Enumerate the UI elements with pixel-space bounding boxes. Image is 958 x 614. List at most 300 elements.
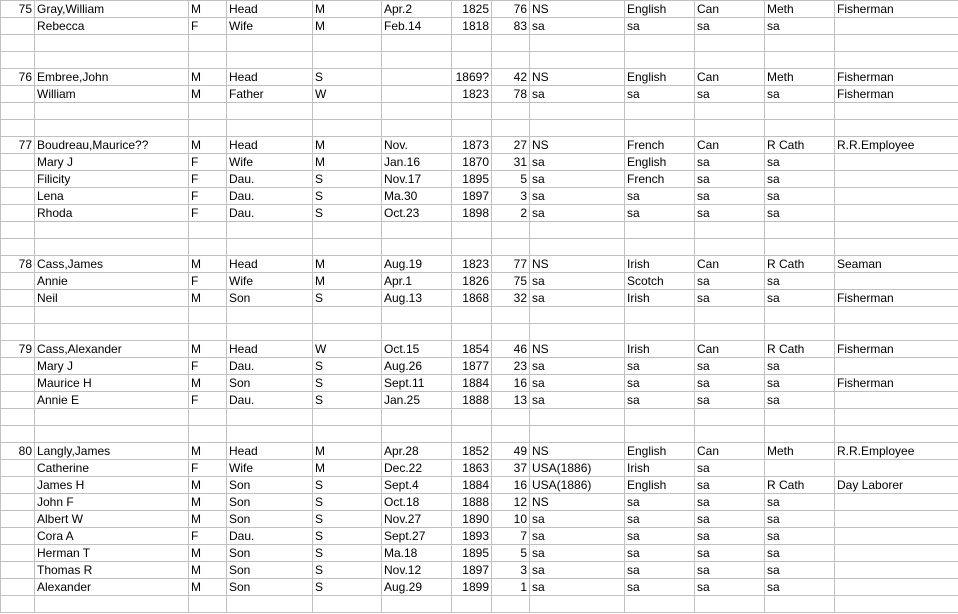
- cell-birth-day[interactable]: Oct.15: [382, 341, 452, 358]
- cell-origin[interactable]: English: [625, 443, 695, 460]
- cell-birthplace[interactable]: sa: [530, 273, 625, 290]
- cell-name[interactable]: Catherine: [35, 460, 189, 477]
- cell-name[interactable]: William: [35, 86, 189, 103]
- cell-age[interactable]: 5: [492, 171, 530, 188]
- cell-sex[interactable]: M: [189, 1, 227, 18]
- cell-origin[interactable]: [625, 409, 695, 426]
- cell-sex[interactable]: M: [189, 69, 227, 86]
- cell-sex[interactable]: M: [189, 443, 227, 460]
- cell-religion[interactable]: [765, 409, 835, 426]
- cell-household[interactable]: [1, 239, 35, 256]
- cell-age[interactable]: 2: [492, 205, 530, 222]
- cell-origin[interactable]: sa: [625, 511, 695, 528]
- cell-birthplace[interactable]: sa: [530, 579, 625, 596]
- cell-birth-day[interactable]: [382, 307, 452, 324]
- cell-sex[interactable]: [189, 103, 227, 120]
- cell-religion[interactable]: R Cath: [765, 137, 835, 154]
- cell-birth-year[interactable]: [452, 52, 492, 69]
- cell-marital[interactable]: M: [313, 137, 382, 154]
- cell-birthplace[interactable]: NS: [530, 137, 625, 154]
- cell-birthplace[interactable]: USA(1886): [530, 460, 625, 477]
- cell-religion[interactable]: Meth: [765, 443, 835, 460]
- cell-occupation[interactable]: [835, 171, 958, 188]
- cell-religion[interactable]: R Cath: [765, 477, 835, 494]
- cell-religion[interactable]: sa: [765, 171, 835, 188]
- cell-nationality[interactable]: sa: [695, 562, 765, 579]
- cell-sex[interactable]: [189, 426, 227, 443]
- cell-religion[interactable]: sa: [765, 511, 835, 528]
- cell-birth-year[interactable]: 1823: [452, 256, 492, 273]
- cell-occupation[interactable]: [835, 494, 958, 511]
- cell-household[interactable]: 76: [1, 69, 35, 86]
- cell-occupation[interactable]: [835, 426, 958, 443]
- cell-origin[interactable]: English: [625, 477, 695, 494]
- cell-name[interactable]: Alexander: [35, 579, 189, 596]
- cell-birthplace[interactable]: [530, 103, 625, 120]
- cell-birth-day[interactable]: Jan.16: [382, 154, 452, 171]
- cell-household[interactable]: [1, 205, 35, 222]
- cell-birth-day[interactable]: Nov.27: [382, 511, 452, 528]
- cell-birth-day[interactable]: Apr.28: [382, 443, 452, 460]
- cell-birth-day[interactable]: [382, 35, 452, 52]
- cell-occupation[interactable]: Fisherman: [835, 341, 958, 358]
- cell-age[interactable]: 3: [492, 188, 530, 205]
- cell-birthplace[interactable]: sa: [530, 528, 625, 545]
- cell-religion[interactable]: sa: [765, 205, 835, 222]
- cell-household[interactable]: [1, 477, 35, 494]
- cell-origin[interactable]: sa: [625, 545, 695, 562]
- cell-birth-day[interactable]: Dec.22: [382, 460, 452, 477]
- cell-relation[interactable]: [227, 103, 313, 120]
- cell-occupation[interactable]: [835, 154, 958, 171]
- cell-sex[interactable]: F: [189, 392, 227, 409]
- cell-sex[interactable]: F: [189, 273, 227, 290]
- cell-birth-year[interactable]: 1893: [452, 528, 492, 545]
- cell-birthplace[interactable]: sa: [530, 375, 625, 392]
- cell-nationality[interactable]: Can: [695, 443, 765, 460]
- cell-nationality[interactable]: sa: [695, 154, 765, 171]
- cell-birth-year[interactable]: 1854: [452, 341, 492, 358]
- cell-nationality[interactable]: Can: [695, 1, 765, 18]
- cell-marital[interactable]: M: [313, 18, 382, 35]
- cell-birth-year[interactable]: 1897: [452, 188, 492, 205]
- cell-birth-year[interactable]: [452, 35, 492, 52]
- cell-birthplace[interactable]: sa: [530, 171, 625, 188]
- cell-nationality[interactable]: Can: [695, 341, 765, 358]
- cell-birthplace[interactable]: NS: [530, 494, 625, 511]
- cell-relation[interactable]: Wife: [227, 18, 313, 35]
- cell-sex[interactable]: M: [189, 341, 227, 358]
- cell-birth-day[interactable]: Aug.13: [382, 290, 452, 307]
- cell-birth-year[interactable]: 1895: [452, 171, 492, 188]
- cell-relation[interactable]: Son: [227, 477, 313, 494]
- cell-religion[interactable]: sa: [765, 494, 835, 511]
- cell-origin[interactable]: sa: [625, 392, 695, 409]
- cell-birth-day[interactable]: [382, 324, 452, 341]
- cell-occupation[interactable]: [835, 324, 958, 341]
- cell-birthplace[interactable]: [530, 324, 625, 341]
- cell-nationality[interactable]: Can: [695, 137, 765, 154]
- cell-household[interactable]: [1, 426, 35, 443]
- cell-occupation[interactable]: [835, 273, 958, 290]
- cell-sex[interactable]: [189, 239, 227, 256]
- cell-birthplace[interactable]: sa: [530, 392, 625, 409]
- cell-occupation[interactable]: [835, 392, 958, 409]
- cell-sex[interactable]: [189, 409, 227, 426]
- cell-birth-day[interactable]: Apr.2: [382, 1, 452, 18]
- cell-name[interactable]: Annie: [35, 273, 189, 290]
- cell-occupation[interactable]: R.R.Employee: [835, 137, 958, 154]
- cell-birth-year[interactable]: 1823: [452, 86, 492, 103]
- cell-name[interactable]: Cass,Alexander: [35, 341, 189, 358]
- cell-name[interactable]: Annie E: [35, 392, 189, 409]
- cell-birth-year[interactable]: 1870: [452, 154, 492, 171]
- cell-marital[interactable]: S: [313, 528, 382, 545]
- cell-household[interactable]: [1, 35, 35, 52]
- cell-name[interactable]: Boudreau,Maurice??: [35, 137, 189, 154]
- cell-origin[interactable]: [625, 239, 695, 256]
- cell-occupation[interactable]: [835, 188, 958, 205]
- cell-birth-year[interactable]: 1884: [452, 477, 492, 494]
- cell-relation[interactable]: [227, 52, 313, 69]
- cell-nationality[interactable]: Can: [695, 256, 765, 273]
- cell-marital[interactable]: [313, 222, 382, 239]
- cell-birthplace[interactable]: sa: [530, 86, 625, 103]
- cell-birth-year[interactable]: [452, 239, 492, 256]
- cell-birth-day[interactable]: Sept.27: [382, 528, 452, 545]
- cell-birth-day[interactable]: [382, 69, 452, 86]
- cell-name[interactable]: [35, 307, 189, 324]
- cell-relation[interactable]: Head: [227, 341, 313, 358]
- cell-religion[interactable]: [765, 103, 835, 120]
- cell-name[interactable]: James H: [35, 477, 189, 494]
- cell-birthplace[interactable]: sa: [530, 562, 625, 579]
- cell-marital[interactable]: S: [313, 290, 382, 307]
- cell-household[interactable]: [1, 103, 35, 120]
- cell-sex[interactable]: M: [189, 545, 227, 562]
- cell-birth-day[interactable]: Aug.26: [382, 358, 452, 375]
- cell-name[interactable]: Embree,John: [35, 69, 189, 86]
- cell-birthplace[interactable]: [530, 120, 625, 137]
- cell-occupation[interactable]: [835, 545, 958, 562]
- cell-sex[interactable]: F: [189, 205, 227, 222]
- cell-name[interactable]: [35, 103, 189, 120]
- cell-age[interactable]: 13: [492, 392, 530, 409]
- cell-occupation[interactable]: [835, 120, 958, 137]
- cell-birth-year[interactable]: 1873: [452, 137, 492, 154]
- cell-nationality[interactable]: sa: [695, 358, 765, 375]
- cell-sex[interactable]: F: [189, 358, 227, 375]
- cell-relation[interactable]: Head: [227, 1, 313, 18]
- cell-occupation[interactable]: Fisherman: [835, 290, 958, 307]
- cell-religion[interactable]: [765, 52, 835, 69]
- cell-name[interactable]: John F: [35, 494, 189, 511]
- cell-nationality[interactable]: sa: [695, 86, 765, 103]
- cell-occupation[interactable]: [835, 35, 958, 52]
- cell-age[interactable]: [492, 409, 530, 426]
- cell-relation[interactable]: Dau.: [227, 188, 313, 205]
- cell-nationality[interactable]: sa: [695, 528, 765, 545]
- cell-occupation[interactable]: Fisherman: [835, 375, 958, 392]
- cell-name[interactable]: Neil: [35, 290, 189, 307]
- cell-household[interactable]: [1, 358, 35, 375]
- cell-name[interactable]: Cass,James: [35, 256, 189, 273]
- cell-relation[interactable]: [227, 426, 313, 443]
- cell-birth-year[interactable]: 1863: [452, 460, 492, 477]
- cell-marital[interactable]: M: [313, 256, 382, 273]
- cell-name[interactable]: [35, 52, 189, 69]
- cell-household[interactable]: [1, 596, 35, 613]
- cell-origin[interactable]: Scotch: [625, 273, 695, 290]
- cell-relation[interactable]: [227, 307, 313, 324]
- cell-sex[interactable]: F: [189, 154, 227, 171]
- cell-birthplace[interactable]: [530, 426, 625, 443]
- cell-occupation[interactable]: [835, 579, 958, 596]
- cell-occupation[interactable]: R.R.Employee: [835, 443, 958, 460]
- cell-birth-day[interactable]: Sept.4: [382, 477, 452, 494]
- cell-household[interactable]: [1, 562, 35, 579]
- cell-sex[interactable]: M: [189, 562, 227, 579]
- cell-household[interactable]: [1, 154, 35, 171]
- cell-relation[interactable]: Son: [227, 545, 313, 562]
- cell-age[interactable]: 37: [492, 460, 530, 477]
- cell-age[interactable]: 76: [492, 1, 530, 18]
- cell-age[interactable]: [492, 120, 530, 137]
- cell-birthplace[interactable]: USA(1886): [530, 477, 625, 494]
- cell-occupation[interactable]: [835, 596, 958, 613]
- cell-sex[interactable]: M: [189, 256, 227, 273]
- cell-marital[interactable]: S: [313, 562, 382, 579]
- cell-birthplace[interactable]: [530, 409, 625, 426]
- cell-sex[interactable]: M: [189, 494, 227, 511]
- cell-marital[interactable]: M: [313, 460, 382, 477]
- cell-household[interactable]: [1, 120, 35, 137]
- cell-origin[interactable]: [625, 307, 695, 324]
- cell-birthplace[interactable]: [530, 222, 625, 239]
- cell-marital[interactable]: [313, 35, 382, 52]
- cell-sex[interactable]: M: [189, 511, 227, 528]
- cell-marital[interactable]: [313, 239, 382, 256]
- cell-nationality[interactable]: [695, 35, 765, 52]
- cell-origin[interactable]: French: [625, 137, 695, 154]
- cell-nationality[interactable]: sa: [695, 375, 765, 392]
- cell-origin[interactable]: sa: [625, 18, 695, 35]
- cell-relation[interactable]: Son: [227, 511, 313, 528]
- cell-nationality[interactable]: [695, 307, 765, 324]
- cell-age[interactable]: 1: [492, 579, 530, 596]
- cell-name[interactable]: Mary J: [35, 154, 189, 171]
- cell-nationality[interactable]: sa: [695, 290, 765, 307]
- cell-origin[interactable]: [625, 426, 695, 443]
- cell-origin[interactable]: [625, 222, 695, 239]
- cell-marital[interactable]: [313, 120, 382, 137]
- cell-birth-year[interactable]: [452, 596, 492, 613]
- cell-religion[interactable]: sa: [765, 528, 835, 545]
- cell-religion[interactable]: sa: [765, 375, 835, 392]
- cell-name[interactable]: Albert W: [35, 511, 189, 528]
- cell-sex[interactable]: [189, 324, 227, 341]
- cell-birth-year[interactable]: 1825: [452, 1, 492, 18]
- cell-sex[interactable]: [189, 35, 227, 52]
- cell-origin[interactable]: Irish: [625, 290, 695, 307]
- cell-birthplace[interactable]: [530, 596, 625, 613]
- cell-birth-year[interactable]: [452, 120, 492, 137]
- cell-name[interactable]: Thomas R: [35, 562, 189, 579]
- cell-relation[interactable]: Wife: [227, 460, 313, 477]
- cell-birth-day[interactable]: [382, 426, 452, 443]
- cell-birthplace[interactable]: sa: [530, 290, 625, 307]
- cell-birthplace[interactable]: [530, 35, 625, 52]
- cell-nationality[interactable]: sa: [695, 18, 765, 35]
- cell-age[interactable]: 10: [492, 511, 530, 528]
- cell-age[interactable]: 49: [492, 443, 530, 460]
- cell-birth-year[interactable]: 1898: [452, 205, 492, 222]
- cell-name[interactable]: Rebecca: [35, 18, 189, 35]
- cell-name[interactable]: Rhoda: [35, 205, 189, 222]
- cell-birthplace[interactable]: NS: [530, 443, 625, 460]
- cell-household[interactable]: [1, 273, 35, 290]
- cell-occupation[interactable]: [835, 205, 958, 222]
- cell-nationality[interactable]: sa: [695, 273, 765, 290]
- cell-marital[interactable]: M: [313, 154, 382, 171]
- cell-household[interactable]: [1, 545, 35, 562]
- cell-religion[interactable]: Meth: [765, 1, 835, 18]
- cell-birth-day[interactable]: Oct.23: [382, 205, 452, 222]
- cell-birth-day[interactable]: [382, 596, 452, 613]
- cell-marital[interactable]: S: [313, 358, 382, 375]
- cell-marital[interactable]: S: [313, 188, 382, 205]
- cell-relation[interactable]: [227, 596, 313, 613]
- cell-religion[interactable]: [765, 307, 835, 324]
- cell-occupation[interactable]: Day Laborer: [835, 477, 958, 494]
- cell-birth-year[interactable]: 1895: [452, 545, 492, 562]
- cell-religion[interactable]: [765, 460, 835, 477]
- cell-origin[interactable]: Irish: [625, 341, 695, 358]
- cell-sex[interactable]: F: [189, 528, 227, 545]
- cell-origin[interactable]: [625, 120, 695, 137]
- cell-occupation[interactable]: Fisherman: [835, 86, 958, 103]
- cell-birth-day[interactable]: [382, 52, 452, 69]
- cell-birth-day[interactable]: [382, 222, 452, 239]
- cell-age[interactable]: 27: [492, 137, 530, 154]
- cell-origin[interactable]: sa: [625, 205, 695, 222]
- cell-occupation[interactable]: [835, 307, 958, 324]
- cell-sex[interactable]: F: [189, 18, 227, 35]
- cell-religion[interactable]: sa: [765, 545, 835, 562]
- cell-birthplace[interactable]: [530, 52, 625, 69]
- cell-marital[interactable]: S: [313, 511, 382, 528]
- cell-birth-day[interactable]: Apr.1: [382, 273, 452, 290]
- cell-relation[interactable]: Son: [227, 290, 313, 307]
- cell-marital[interactable]: [313, 409, 382, 426]
- cell-relation[interactable]: Dau.: [227, 528, 313, 545]
- cell-nationality[interactable]: sa: [695, 579, 765, 596]
- cell-occupation[interactable]: [835, 460, 958, 477]
- cell-household[interactable]: [1, 52, 35, 69]
- cell-religion[interactable]: R Cath: [765, 341, 835, 358]
- cell-sex[interactable]: F: [189, 460, 227, 477]
- cell-birth-day[interactable]: Oct.18: [382, 494, 452, 511]
- cell-birthplace[interactable]: NS: [530, 69, 625, 86]
- cell-origin[interactable]: English: [625, 1, 695, 18]
- cell-marital[interactable]: [313, 596, 382, 613]
- cell-birth-year[interactable]: 1818: [452, 18, 492, 35]
- cell-marital[interactable]: W: [313, 341, 382, 358]
- cell-birth-year[interactable]: 1826: [452, 273, 492, 290]
- cell-household[interactable]: [1, 171, 35, 188]
- cell-relation[interactable]: Wife: [227, 154, 313, 171]
- cell-relation[interactable]: Dau.: [227, 358, 313, 375]
- cell-sex[interactable]: M: [189, 137, 227, 154]
- cell-birth-year[interactable]: [452, 409, 492, 426]
- cell-birth-day[interactable]: Nov.17: [382, 171, 452, 188]
- cell-religion[interactable]: sa: [765, 392, 835, 409]
- cell-birth-day[interactable]: Ma.30: [382, 188, 452, 205]
- cell-religion[interactable]: [765, 426, 835, 443]
- cell-nationality[interactable]: sa: [695, 392, 765, 409]
- cell-nationality[interactable]: [695, 239, 765, 256]
- cell-religion[interactable]: sa: [765, 154, 835, 171]
- cell-birth-day[interactable]: [382, 409, 452, 426]
- cell-relation[interactable]: Son: [227, 375, 313, 392]
- cell-nationality[interactable]: sa: [695, 545, 765, 562]
- cell-age[interactable]: 83: [492, 18, 530, 35]
- cell-age[interactable]: 42: [492, 69, 530, 86]
- cell-religion[interactable]: [765, 239, 835, 256]
- cell-birth-year[interactable]: 1877: [452, 358, 492, 375]
- cell-marital[interactable]: [313, 103, 382, 120]
- cell-origin[interactable]: sa: [625, 375, 695, 392]
- cell-nationality[interactable]: sa: [695, 494, 765, 511]
- cell-nationality[interactable]: [695, 120, 765, 137]
- cell-birth-day[interactable]: Nov.12: [382, 562, 452, 579]
- cell-name[interactable]: Cora A: [35, 528, 189, 545]
- cell-occupation[interactable]: [835, 239, 958, 256]
- cell-household[interactable]: [1, 290, 35, 307]
- cell-household[interactable]: [1, 460, 35, 477]
- cell-household[interactable]: [1, 86, 35, 103]
- cell-relation[interactable]: [227, 239, 313, 256]
- cell-sex[interactable]: [189, 222, 227, 239]
- cell-origin[interactable]: sa: [625, 188, 695, 205]
- cell-marital[interactable]: M: [313, 1, 382, 18]
- cell-birthplace[interactable]: sa: [530, 511, 625, 528]
- cell-marital[interactable]: S: [313, 579, 382, 596]
- cell-origin[interactable]: [625, 596, 695, 613]
- cell-religion[interactable]: sa: [765, 562, 835, 579]
- cell-occupation[interactable]: [835, 222, 958, 239]
- cell-occupation[interactable]: [835, 562, 958, 579]
- cell-household[interactable]: [1, 579, 35, 596]
- cell-origin[interactable]: [625, 324, 695, 341]
- cell-name[interactable]: Lena: [35, 188, 189, 205]
- cell-nationality[interactable]: sa: [695, 188, 765, 205]
- cell-birth-year[interactable]: 1888: [452, 494, 492, 511]
- cell-sex[interactable]: [189, 307, 227, 324]
- cell-sex[interactable]: M: [189, 477, 227, 494]
- cell-relation[interactable]: [227, 222, 313, 239]
- cell-age[interactable]: [492, 239, 530, 256]
- cell-birthplace[interactable]: sa: [530, 154, 625, 171]
- cell-household[interactable]: 77: [1, 137, 35, 154]
- cell-birthplace[interactable]: [530, 307, 625, 324]
- cell-name[interactable]: Maurice H: [35, 375, 189, 392]
- cell-religion[interactable]: Meth: [765, 69, 835, 86]
- cell-origin[interactable]: [625, 35, 695, 52]
- cell-nationality[interactable]: [695, 409, 765, 426]
- cell-birth-day[interactable]: Feb.14: [382, 18, 452, 35]
- cell-marital[interactable]: W: [313, 86, 382, 103]
